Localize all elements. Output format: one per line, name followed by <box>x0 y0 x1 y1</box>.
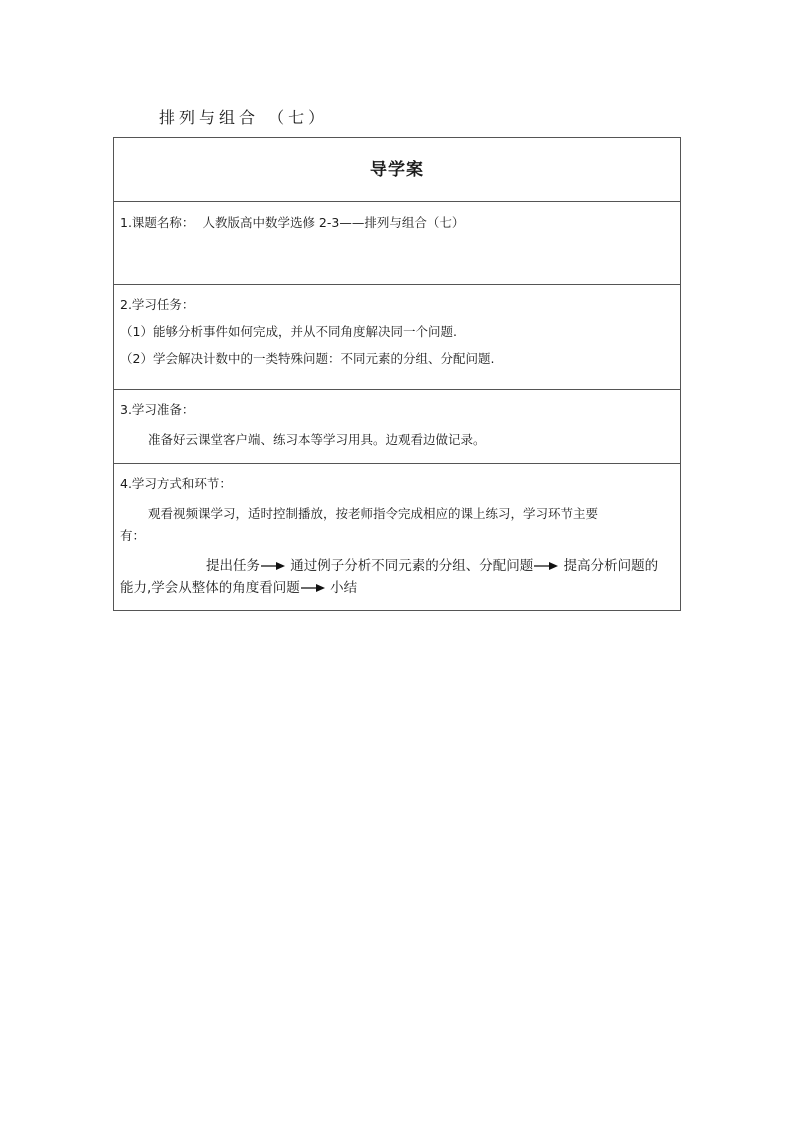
table-header <box>114 138 680 202</box>
arrow-right-icon <box>301 583 325 593</box>
table-header-text: 导学案 <box>370 159 424 180</box>
flow-step: 通过例子分析不同元素的分组、分配问题 <box>290 558 534 574</box>
learning-task-item: （2）学会解决计数中的一类特殊问题：不同元素的分组、分配问题. <box>120 351 495 366</box>
learning-tasks-cell <box>114 285 680 390</box>
method-intro-line2: 有： <box>120 528 146 543</box>
learning-method-cell <box>114 464 680 610</box>
learning-task-item: （1）能够分析事件如何完成，并从不同角度解决同一个问题. <box>120 324 457 339</box>
arrow-right-icon <box>534 561 558 571</box>
course-name-cell <box>114 202 680 285</box>
method-label: 4.学习方式和环节： <box>120 476 232 491</box>
flow-step: 提高分析问题的 <box>563 558 659 574</box>
course-name-label: 1.课题名称： <box>120 215 195 230</box>
preparation-text: 准备好云课堂客户端、练习本等学习用具。边观看边做记录。 <box>148 432 486 447</box>
learning-tasks-label: 2.学习任务： <box>120 297 195 312</box>
method-intro-line1: 观看视频课学习，适时控制播放，按老师指令完成相应的课上练习，学习环节主要 <box>148 506 599 521</box>
document-title: 排列与组合 （七） <box>159 108 329 127</box>
flow-step: 能力,学会从整体的角度看问题 <box>120 580 300 596</box>
learning-tasks-list <box>120 321 674 370</box>
preparation-label: 3.学习准备： <box>120 402 195 417</box>
flow-step: 小结 <box>330 580 358 596</box>
learning-flow <box>120 555 674 599</box>
course-name-value: 人教版高中数学选修 2-3——排列与组合（七） <box>202 215 465 230</box>
study-guide-table <box>113 137 681 611</box>
learning-preparation-cell <box>114 390 680 464</box>
flow-step: 提出任务 <box>206 558 260 574</box>
arrow-right-icon <box>261 561 285 571</box>
